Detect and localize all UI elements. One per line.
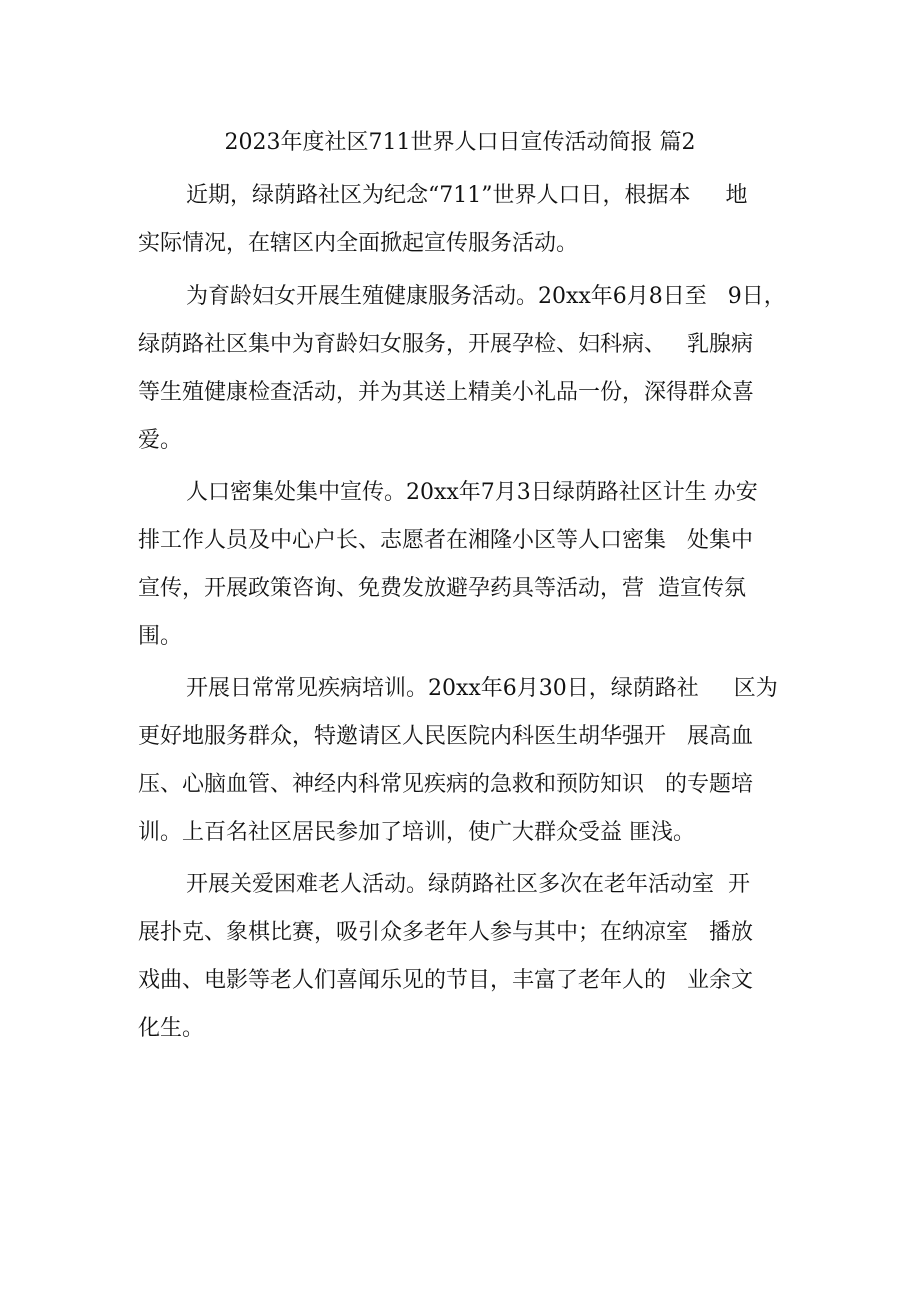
paragraph-5-line-2: 展扑克、象棋比赛，吸引众多老年人参与其中；在纳凉室 播放	[138, 920, 753, 945]
paragraph-1-line-1: 近期，绿荫路社区为纪念“711”世界人口日，根据本 地	[186, 183, 748, 208]
paragraph-4-line-1: 开展日常常见疾病培训。20xx年6月30日，绿荫路社 区为	[186, 676, 778, 701]
paragraph-2-line-1: 为育龄妇女开展生殖健康服务活动。20xx年6月8日至 9日，	[186, 284, 786, 309]
paragraph-5-line-1: 开展关爱困难老人活动。绿荫路社区多次在老年活动室 开	[186, 872, 750, 897]
paragraph-4-line-2: 更好地服务群众，特邀请区人民医院内科医生胡华强开 展高血	[138, 724, 753, 749]
paragraph-2-line-3: 等生殖健康检查活动，并为其送上精美小礼品一份，深得群众喜	[138, 380, 755, 405]
paragraph-4-line-4: 训。上百名社区居民参加了培训，使广大群众受益 匪浅。	[138, 820, 695, 845]
paragraph-2-line-2: 绿荫路社区集中为育龄妇女服务，开展孕检、妇科病、 乳腺病	[138, 332, 753, 357]
paragraph-3-line-2: 排工作人员及中心户长、志愿者在湘隆小区等人口密集 处集中	[138, 528, 753, 553]
paragraph-3-line-3: 宣传，开展政策咨询、免费发放避孕药具等活动，营 造宣传氛	[138, 576, 746, 601]
paragraph-5-line-4: 化生。	[138, 1016, 205, 1041]
paragraph-3-line-1: 人口密集处集中宣传。20xx年7月3日绿荫路社区计生 办安	[186, 480, 758, 505]
paragraph-3-line-4: 围。	[138, 624, 183, 649]
paragraph-5-line-3: 戏曲、电影等老人们喜闻乐见的节目，丰富了老年人的 业余文	[138, 968, 753, 993]
paragraph-2-line-4: 爱。	[138, 428, 183, 453]
document-title: 2023年度社区711世界人口日宣传活动简报 篇2	[224, 130, 696, 155]
paragraph-1-line-2: 实际情况，在辖区内全面掀起宣传服务活动。	[138, 231, 579, 256]
paragraph-4-line-3: 压、心脑血管、神经内科常见疾病的急救和预防知识 的专题培	[138, 772, 753, 797]
